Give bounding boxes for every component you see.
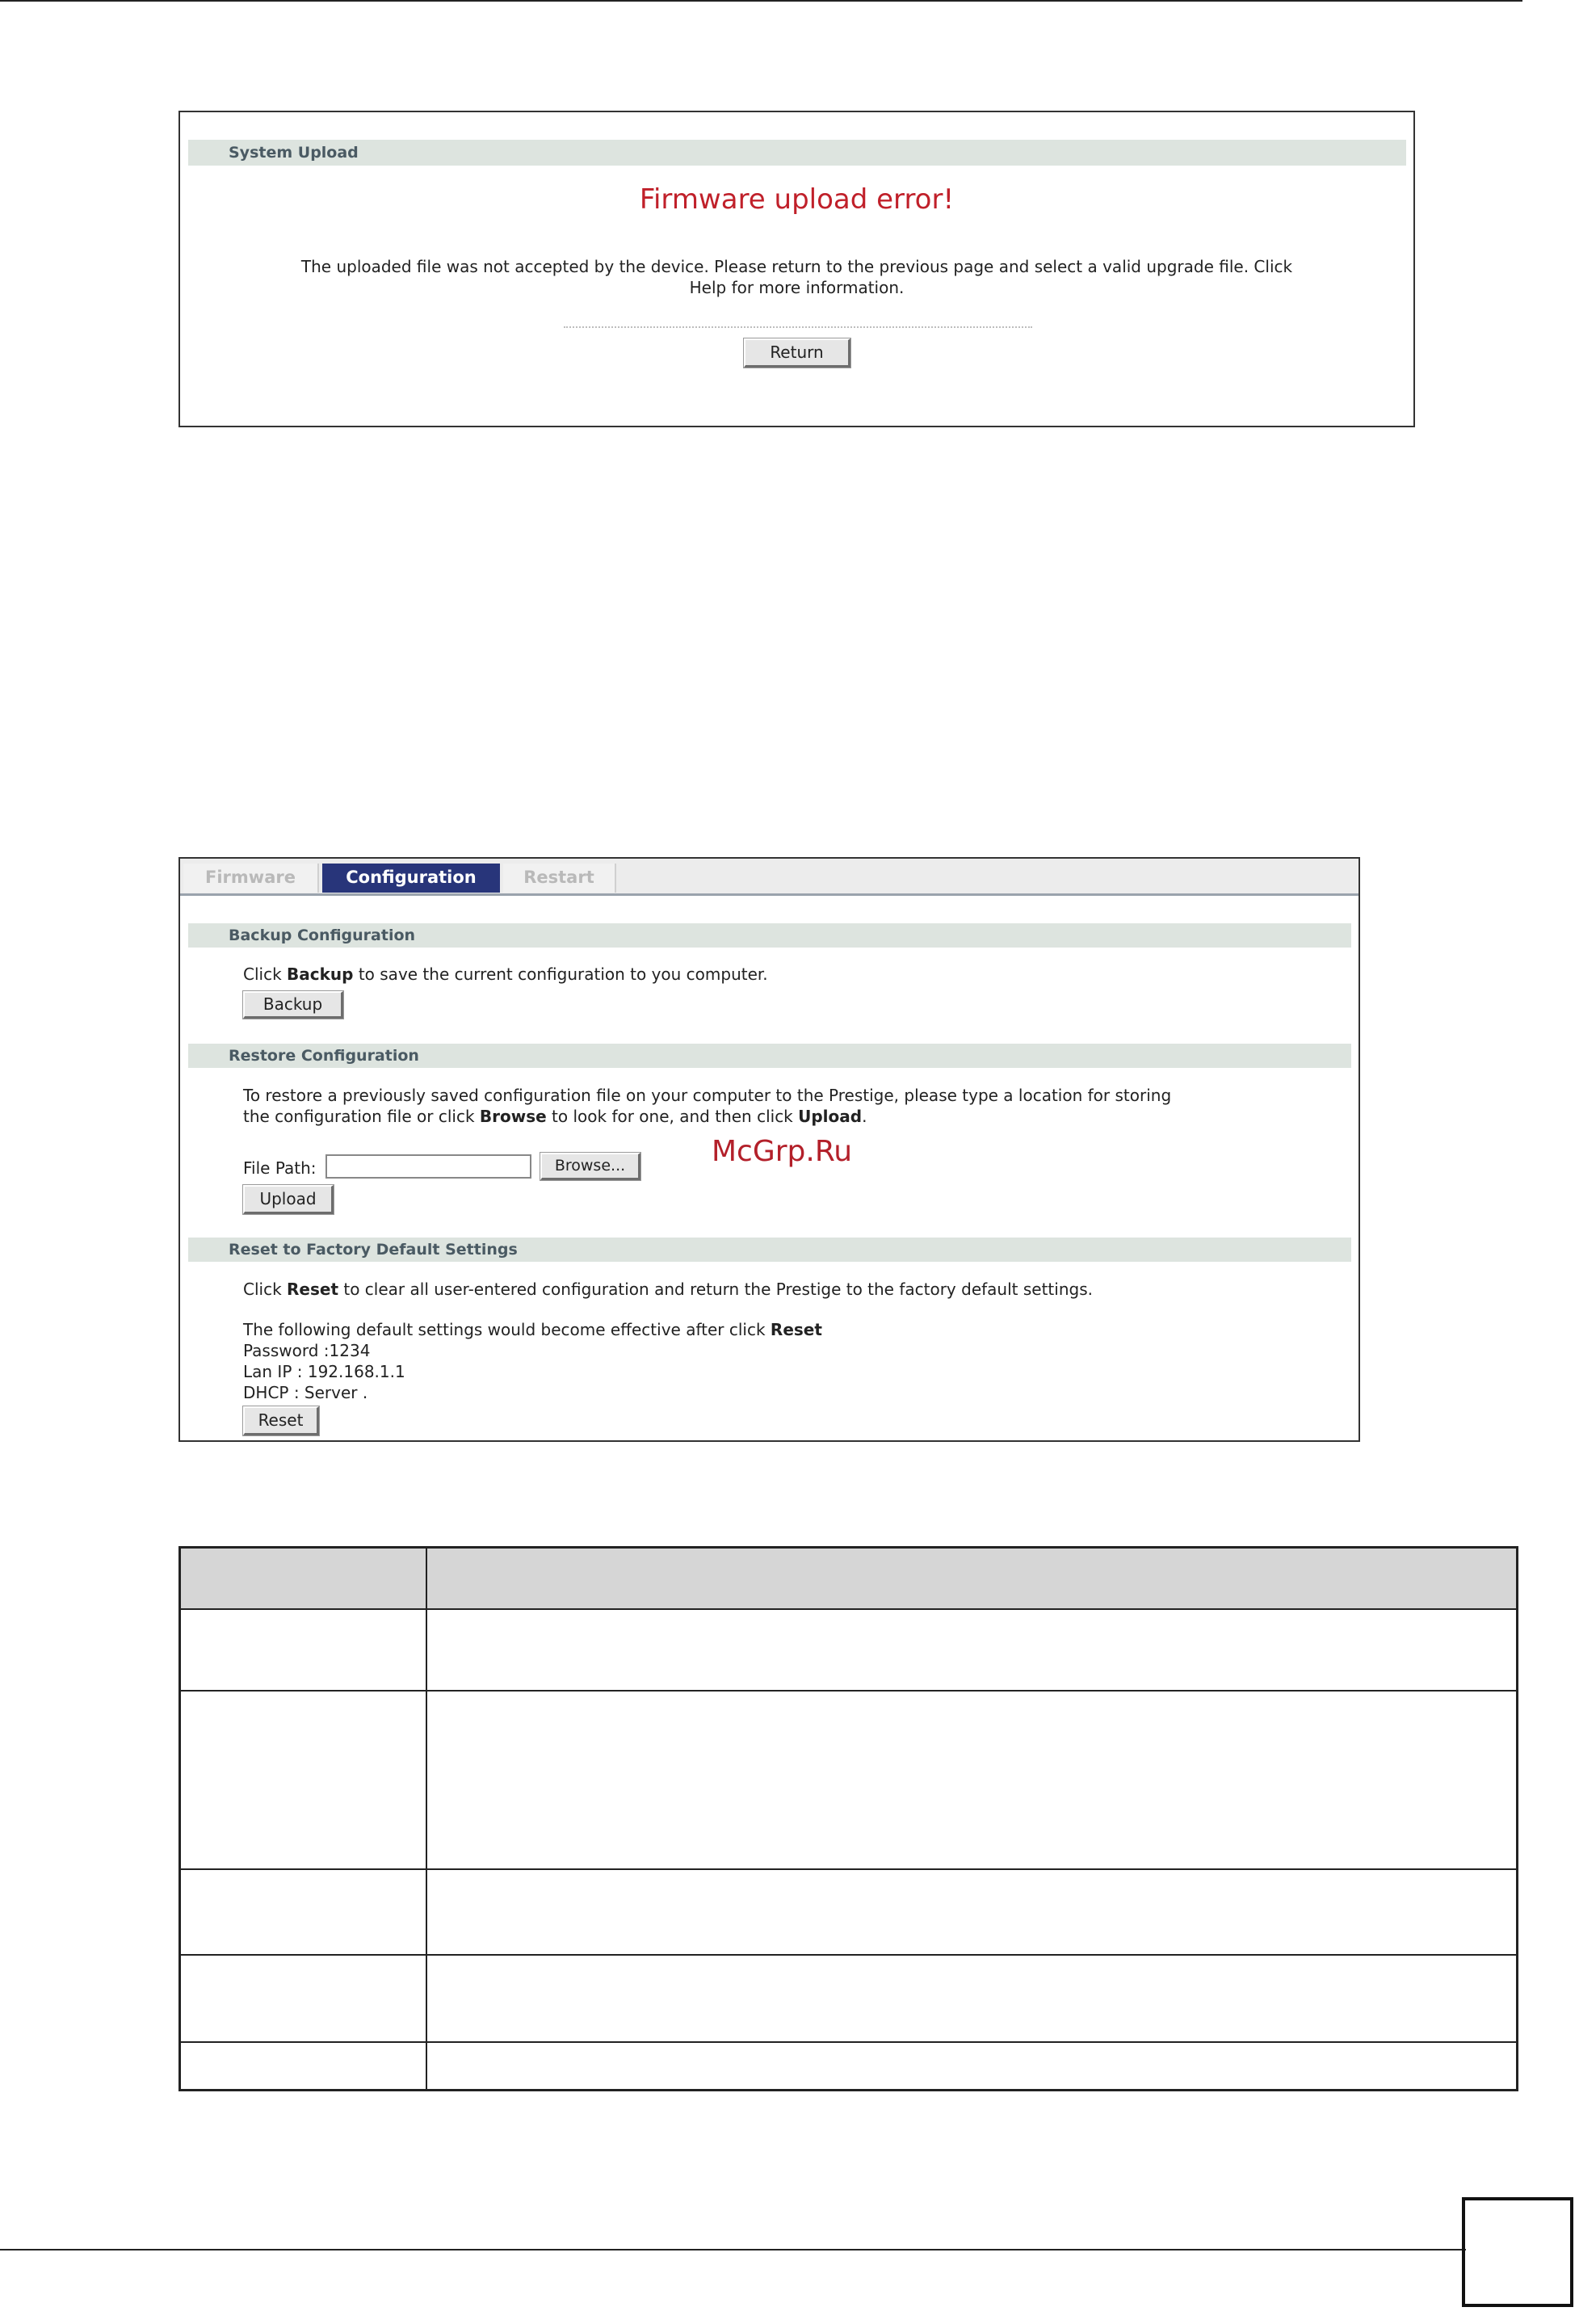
table-row-divider — [181, 1690, 1516, 1692]
default-dhcp: DHCP : Server . — [243, 1383, 368, 1402]
restore-text-upload: Upload — [798, 1107, 863, 1126]
tab-restart[interactable]: Restart — [503, 864, 616, 893]
error-message-line1: The uploaded file was not accepted by the device. Please return to the previous page and select a valid upgrade file. Click — [300, 257, 1293, 276]
backup-text-bold: Backup — [287, 964, 354, 984]
field-description-table — [178, 1546, 1518, 2091]
reset-instruction — [243, 1279, 1093, 1300]
header-rule — [0, 0, 1522, 2]
browse-button[interactable]: Browse... — [540, 1153, 640, 1180]
reset-text-pre: Click — [243, 1280, 288, 1299]
restore-instruction-line1: To restore a previously saved configuration file on your computer to the Prestige, please type a location for storing — [243, 1086, 1172, 1105]
firmware-upload-error-title: Firmware upload error! — [639, 183, 955, 216]
restore-text-post: . — [862, 1107, 867, 1126]
return-button[interactable]: Return — [744, 338, 850, 368]
table-header — [181, 1549, 1516, 1610]
backup-text-pre: Click — [243, 964, 288, 984]
tab-strip — [180, 859, 1359, 896]
table-row-divider — [181, 1868, 1516, 1870]
restore-text-pre: the configuration file or click — [243, 1107, 480, 1126]
default-password: Password :1234 — [243, 1341, 371, 1360]
restore-text-browse: Browse — [479, 1107, 547, 1126]
reset-factory-defaults-title: Reset to Factory Default Settings — [188, 1238, 1351, 1262]
restore-instruction-line2 — [243, 1106, 867, 1127]
reset-text-bold: Reset — [287, 1280, 339, 1299]
error-message-line2: Help for more information. — [689, 278, 905, 297]
backup-configuration-title: Backup Configuration — [188, 923, 1351, 948]
upload-button[interactable]: Upload — [243, 1185, 334, 1214]
column-divider — [426, 1549, 427, 2089]
file-path-input[interactable] — [325, 1154, 531, 1179]
restore-text-mid: to look for one, and then click — [546, 1107, 799, 1126]
reset-text-post: to clear all user-entered configuration and return the Prestige to the factory default settings. — [338, 1280, 1093, 1299]
tab-configuration[interactable]: Configuration — [322, 864, 500, 893]
system-upload-error-panel — [178, 111, 1415, 427]
tab-firmware[interactable]: Firmware — [183, 864, 319, 893]
configuration-panel — [178, 857, 1360, 1442]
table-row-divider — [181, 1954, 1516, 1956]
backup-text-post: to save the current configuration to you computer. — [353, 964, 768, 984]
table-row-divider — [181, 2041, 1516, 2043]
default-lan-ip: Lan IP : 192.168.1.1 — [243, 1362, 405, 1381]
dotted-divider — [564, 326, 1032, 328]
system-upload-section-title: System Upload — [188, 140, 1406, 166]
backup-instruction — [243, 964, 768, 985]
backup-button[interactable]: Backup — [243, 991, 343, 1019]
restore-configuration-title: Restore Configuration — [188, 1044, 1351, 1068]
page-number-box — [1462, 2197, 1573, 2307]
footer-rule — [0, 2249, 1466, 2250]
reset-intro-bold: Reset — [770, 1320, 822, 1339]
reset-defaults-intro — [243, 1319, 822, 1340]
file-path-label: File Path: — [243, 1158, 317, 1178]
error-message — [245, 256, 1349, 298]
reset-button[interactable]: Reset — [243, 1406, 319, 1435]
watermark: McGrp.Ru — [712, 1135, 853, 1168]
reset-intro-pre: The following default settings would become effective after click — [243, 1320, 771, 1339]
